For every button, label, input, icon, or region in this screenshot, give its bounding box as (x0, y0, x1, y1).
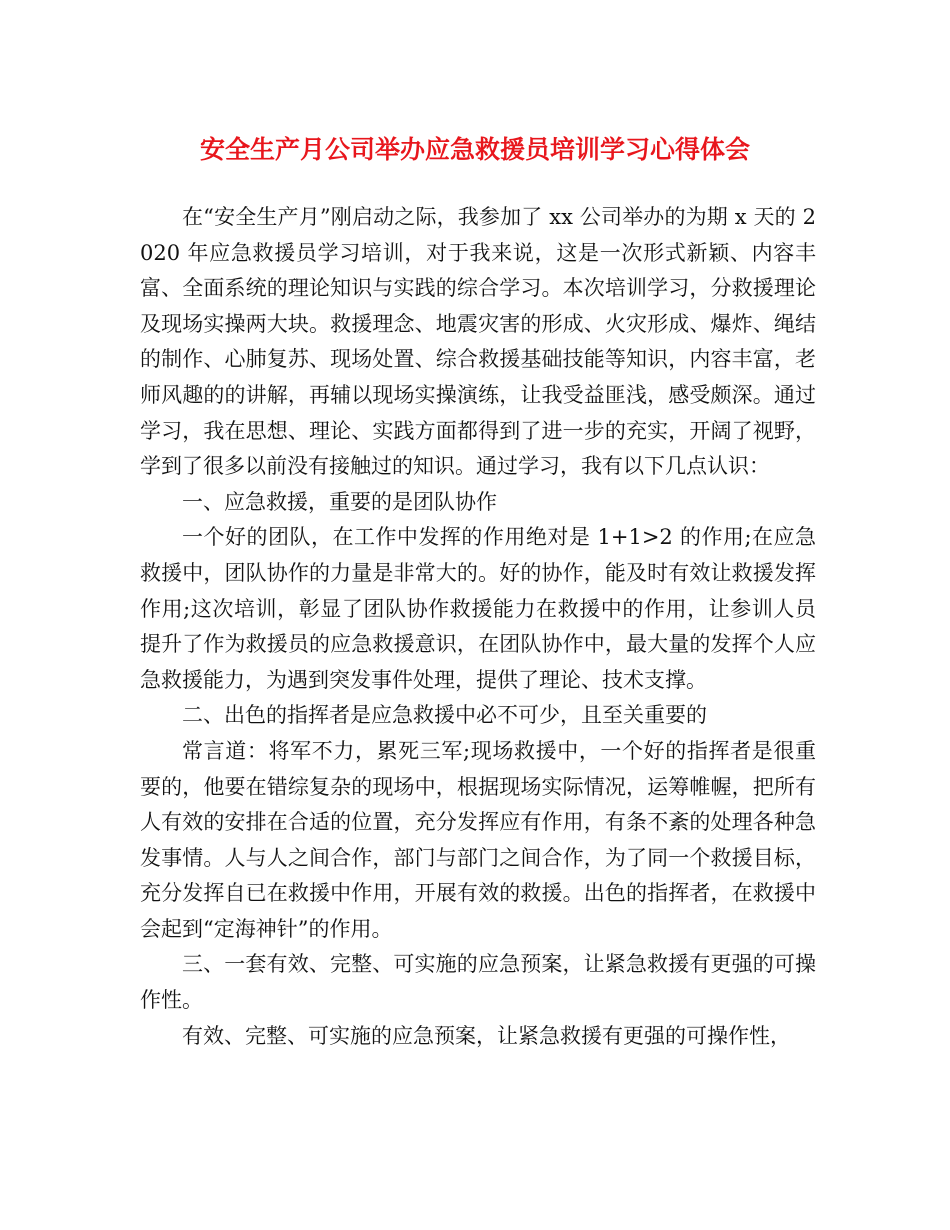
paragraph-intro: 在“安全生产月”刚启动之际，我参加了 xx 公司举办的为期 x 天的 2020 年应急救援员学习培训，对于我来说，这是一次形式新颖、内容丰富、全面系统的理论知识与实践的综合学习。本次培训学习，分救援理论及现场实操两大块。救援理念、地震灾害的形成、火灾形成、爆炸、绳结的制作、心肺复苏、现场处置、综合救援基础技能等知识，内容丰富，老师风趣的的讲解，再辅以现场实操演练，让我受益匪浅，感受颇深。通过学习，我在思想、理论、实践方面都得到了进一步的充实，开阔了视野，学到了很多以前没有接触过的知识。通过学习，我有以下几点认识： (140, 205, 816, 479)
paragraph-section-1: 一个好的团队，在工作中发挥的作用绝对是 1+1>2 的作用;在应急救援中，团队协作的力量是非常大的。好的协作，能及时有效让救援发挥作用;这次培训，彰显了团队协作救援能力在救援中的作用，让参训人员提升了作为救援员的应急救援意识，在团队协作中，最大量的发挥个人应急救援能力，为遇到突发事件处理，提供了理论、技术支撑。 (140, 525, 816, 692)
section-heading-2: 二、出色的指挥者是应急救援中必不可少，且至关重要的 (182, 703, 707, 728)
document-body (140, 200, 816, 1054)
section-heading-1: 一、应急救援，重要的是团队协作 (182, 489, 497, 514)
paragraph-section-3: 有效、完整、可实施的应急预案，让紧急救援有更强的可操作性， (182, 1023, 791, 1048)
paragraph-section-2: 常言道：将军不力，累死三军;现场救援中，一个好的指挥者是很重要的，他要在错综复杂的现场中，根据现场实际情况，运筹帷幄，把所有人有效的安排在合适的位置，充分发挥应有作用，有条不紊的处理各种急发事情。人与人之间合作，部门与部门之间合作，为了同一个救援目标，充分发挥自已在救援中作用，开展有效的救援。出色的指挥者，在救援中会起到“定海神针”的作用。 (140, 738, 816, 941)
document-title: 安全生产月公司举办应急救援员培训学习心得体会 (199, 135, 750, 164)
section-heading-3: 三、一套有效、完整、可实施的应急预案，让紧急救援有更强的可操作性。 (140, 952, 816, 1013)
